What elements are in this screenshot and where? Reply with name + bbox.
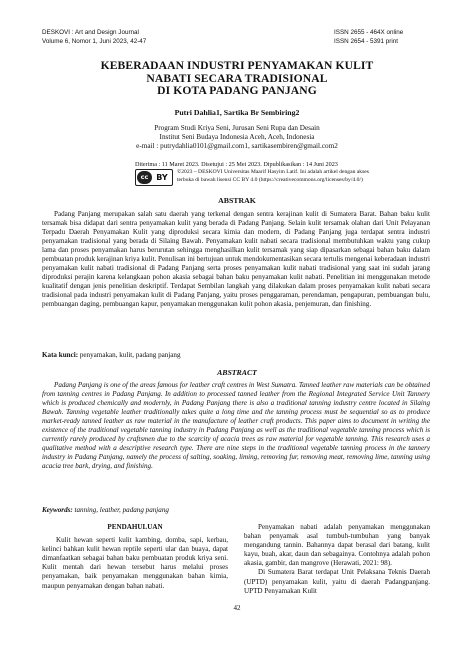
journal-header (42, 28, 146, 46)
kata-kunci-values: penyamakan, kulit, padang panjang (79, 351, 181, 359)
body-paragraph: Penyamakan nabati adalah penyamakan menggunakan bahan penyamak asal tumbuh-tumbuhan yang banyak mengandung tannin. Bahannya dapat berasal dari batang, kulit kayu, buah, akar, daun dan sebagainya. Contohnya adalah pohon akasia, gambir, dan mangrove (Herawati, 2021: 98). (244, 523, 430, 568)
abstract-heading: ABSTRACT (217, 368, 257, 377)
affiliation (0, 124, 474, 151)
publication-dates: Diterima : 11 Maret 2023. Disetujui : 25 Mei 2023. Dipublikasikan : 14 Juni 2023 (135, 161, 338, 168)
issn-online: ISSN 2655 - 464X online (334, 29, 404, 36)
abstract-paragraph: Padang Panjang is one of the areas famous for leather craft centres in West Sumatra. Tanned leather raw materials can be obtained from tanning centres in Padang Panjang. In addition to processed tanned leather from the Regional Integrated Service Unit Tannery which is produced chemically and modernly, in Padang Panjang there is also a traditional tanning industry centre located in Silaing Bawah. Tanning vegetable leather traditionally takes quite a long time and the tanning process must be sequential so as to produce market-ready tanned leather as raw material in the manufacture of leather craft products. This paper aims to document in writing the existence of the traditional vegetable tanning industry in Padang Panjang as well as the traditional vegetable tanning process which is currently rarely produced by craftsmen due to the scarcity of acacia trees as raw material for vegetable tanning. This research uses a qualitative method with a descriptive research type. There are nine steps in the traditional vegetable tanning process in the tannery industry in Padang Panjang, namely the process of salting, soaking, liming, removing fur, removing meat, removing lime, tanning using acacia tree bark, drying, and finishing. (42, 381, 430, 470)
keywords-values: tanning, leather, padang panjang (74, 506, 169, 514)
license-line[interactable]: terbuka di bawah lisensi CC BY 4.0 (https://creativecommons.org/licenses/by/4.0/) (177, 176, 363, 183)
issn-block (334, 28, 403, 46)
kata-kunci-label: Kata kunci: (42, 351, 79, 359)
affiliation-institute: Institut Seni Budaya Indonesia Aceh, Aceh, Indonesia (159, 133, 315, 141)
by-icon: BY (156, 173, 168, 182)
keywords-label: Keywords: (42, 506, 73, 514)
title-line: KEBERADAAN INDUSTRI PENYAMAKAN KULIT (100, 59, 374, 72)
cc-by-badge[interactable] (135, 169, 173, 186)
title-line: DI KOTA PADANG PANJANG (157, 84, 317, 97)
title-line: NABATI SECARA TRADISIONAL (146, 71, 328, 85)
license-text (177, 169, 427, 184)
kata-kunci (42, 351, 430, 359)
page-number: 42 (233, 604, 241, 612)
right-column (244, 523, 430, 596)
article-title (0, 60, 474, 98)
author-emails: e-mail : putrydahlia0101@gmail.com1, sartikasembiren@gmail.com2 (136, 142, 338, 150)
abstrak-heading: ABSTRAK (218, 196, 256, 205)
section-heading: PENDAHULUAN (107, 523, 163, 531)
cc-icon: cc (137, 171, 152, 184)
abstrak-paragraph: Padang Panjang merupakan salah satu daerah yang terkenal dengan sentra kerajinan kulit di Sumatera Barat. Bahan baku kulit tersamak bisa didapat dari sentra penyamakan kulit yang berada di Padang Panjang. Selain kulit tersamak olahan dari Unit Pelayanan Terpadu Daerah Penyamakan Kulit yang diproduksi secara kimia dan modern, di Padang Panjang juga terdapat sentra industri penyamakan tradisional yang berada di Silaing Bawah. Penyamakan kulit nabati secara tradisional membutuhkan waktu yang cukup lama dan proses penyamakan harus berurutan sehingga menghasilkan kulit tersamak yang siap dipasarkan sebagai bahan baku dalam pembuatan produk kerajinan kriya kulit. Penulisan ini bertujuan untuk mendokumentasikan secara tertulis mengenai keberadaan industri penyamakan kulit nabati tradisional di Padang Panjang serta proses penyamakan kulit nabati tradisional yang saat ini sudah jarang diproduksi perajin karena kelangkaan pohon akasia sebagai bahan baku penyamakan kulit nabati. Penelitian ini menggunakan metode kualitatif dengan jenis penelitian deskriptif. Terdapat Sembilan langkah yang dilakukan dalam proses penyamakan kulit nabati secara tradisional pada industri penyamakan kulit di Padang Panjang, yaitu proses penggaraman, perendaman, pengapuran, pembuangan bulu, pembuangan daging, pembuangan kapur, penyamakan menggunakan kulit pohon akasia, penjemuran, dan finishing. (42, 210, 430, 308)
authors: Putri Dahlia1, Sartika Br Sembiring2 (174, 108, 300, 117)
affiliation-program: Program Studi Kriya Seni, Jurusan Seni Rupa dan Desain (154, 124, 320, 132)
journal-name: DESKOVI : Art and Design Journal (42, 29, 139, 36)
issn-print: ISSN 2654 - 5391 print (334, 38, 399, 45)
left-column (42, 523, 228, 591)
license-line: ©2023 – DESKOVI Universitas Maarif Hasyim Latif. Ini adalah artikel dengan akses (177, 169, 369, 175)
abstract-text (42, 381, 430, 471)
abstrak-text (42, 210, 430, 309)
keywords (42, 506, 430, 514)
journal-volume: Volume 6, Nomor 1, Juni 2023, 42-47 (42, 38, 147, 45)
intro-paragraph: Kulit hewan seperti kulit kambing, domba, sapi, kerbau, kelinci bahkan kulit hewan reptile seperti ular dan buaya, dapat dimanfaatkan sebagai bahan baku pembuatan produk kriya seni. Kulit mentah dari hewan tersebut harus melalui proses penyamakan, baik penyamakan menggunakan bahan kimia, maupun penyamakan dengan bahan nabati. (42, 536, 228, 590)
body-paragraph: Di Sumatera Barat terdapat Unit Pelaksana Teknis Daerah (UPTD) penyamakan kulit, yaitu di daerah Padangpanjang. UPTD Penyamakan Kulit (244, 568, 430, 595)
